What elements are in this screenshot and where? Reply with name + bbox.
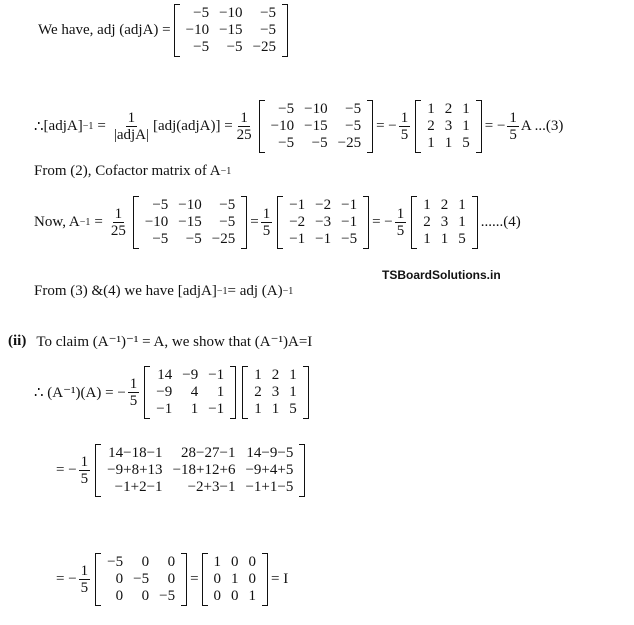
fraction-one-over-5 bbox=[128, 376, 140, 409]
cofactor-text: From (2), Cofactor matrix of A bbox=[34, 163, 221, 179]
frac-num: 1 bbox=[80, 454, 89, 470]
equals-minus: = − bbox=[56, 462, 77, 478]
fraction-one-over-25 bbox=[235, 110, 254, 143]
matrix-cell: 1 bbox=[427, 101, 435, 117]
matrix-cell: −25 bbox=[211, 231, 236, 247]
matrix-cell: 1 bbox=[216, 384, 225, 400]
matrix-cell: −1 bbox=[208, 401, 225, 417]
matrix-cell: −5 bbox=[219, 214, 236, 230]
therefore-symbol: ∴ bbox=[34, 119, 44, 135]
inverse-sup: −1 bbox=[220, 166, 232, 177]
matrix-cell: −10 bbox=[185, 22, 210, 38]
matrix-cell: −25 bbox=[252, 39, 277, 55]
matrix-cell: 0 bbox=[167, 571, 176, 587]
matrix-cell: 1 bbox=[444, 135, 453, 151]
matrix-cell: 1 bbox=[190, 401, 199, 417]
matrix-cell: 1 bbox=[231, 571, 239, 587]
matrix-cell: −5 bbox=[278, 135, 295, 151]
matrix-cell: 1 bbox=[427, 135, 435, 151]
matrix-cell: 14−18−1 bbox=[108, 445, 163, 461]
matrix-expanded bbox=[95, 444, 305, 497]
row1-prefix: We have, adj (adjA) = bbox=[38, 22, 171, 38]
fraction-one-over-5 bbox=[79, 454, 91, 487]
matrix-cell: −5 bbox=[152, 231, 169, 247]
matrix-adj-adj-a-3 bbox=[133, 196, 247, 249]
fraction-one-over-25 bbox=[109, 206, 128, 239]
matrix-cell: 1 bbox=[289, 384, 297, 400]
matrix-cell: 0 bbox=[213, 571, 222, 587]
adj-adj-a-text: [adj(adjA)] = bbox=[152, 118, 233, 134]
matrix-cell: −25 bbox=[337, 135, 362, 151]
matrix-cell: 2 bbox=[444, 101, 453, 117]
frac-den: |adjA| bbox=[113, 127, 149, 143]
matrix-cell: 3 bbox=[440, 214, 449, 230]
matrix-cell: −9 bbox=[182, 367, 199, 383]
matrix-cell: −15 bbox=[304, 118, 328, 134]
matrix-cell: −1 bbox=[289, 197, 306, 213]
part-ii-label: (ii) bbox=[8, 333, 27, 349]
matrix-cell: −5 bbox=[278, 101, 295, 117]
equals-sign-2: = bbox=[250, 214, 259, 230]
frac-num: 1 bbox=[240, 110, 248, 126]
matrix-cell: −9+8+13 bbox=[107, 462, 163, 478]
row-cofactor-text bbox=[34, 163, 231, 180]
fraction-one-over-det-adj-a bbox=[112, 110, 151, 143]
equals-i: = I bbox=[271, 571, 289, 587]
matrix-cell: 14−9−5 bbox=[246, 445, 294, 461]
frac-den: 5 bbox=[80, 580, 89, 596]
matrix-cell: 1 bbox=[423, 197, 431, 213]
matrix-cell: 0 bbox=[141, 554, 150, 570]
matrix-cell: 0 bbox=[231, 588, 239, 604]
matrix-diag-neg5 bbox=[95, 553, 187, 606]
product-prefix: ∴ (A⁻¹)(A) = − bbox=[34, 385, 126, 401]
matrix-cell: −15 bbox=[178, 214, 202, 230]
matrix-adj-adj-a-2 bbox=[259, 100, 373, 153]
matrix-cell: 1 bbox=[254, 367, 262, 383]
matrix-cell: −10 bbox=[304, 101, 328, 117]
equation-3-label: A ...(3) bbox=[520, 118, 564, 134]
equation-4-label: ......(4) bbox=[480, 214, 521, 230]
inverse-sup: −1 bbox=[79, 217, 91, 228]
matrix-cell: 0 bbox=[167, 554, 176, 570]
matrix-cell: −5 bbox=[226, 39, 243, 55]
matrix-cell: −5 bbox=[260, 5, 277, 21]
matrix-cell: −5 bbox=[133, 571, 150, 587]
matrix-cell: −1 bbox=[289, 231, 306, 247]
row-product bbox=[34, 366, 312, 419]
watermark-label: TSBoardSolutions.in bbox=[382, 268, 501, 282]
matrix-cell: 2 bbox=[254, 384, 262, 400]
equals-minus: = − bbox=[376, 118, 397, 134]
frac-den: 5 bbox=[396, 223, 405, 239]
matrix-cell: −5 bbox=[260, 22, 277, 38]
matrix-cell: 1 bbox=[462, 101, 470, 117]
row-conclusion bbox=[34, 283, 293, 300]
matrix-a-2 bbox=[411, 196, 478, 249]
inverse-sup: −1 bbox=[82, 121, 94, 132]
fraction-one-over-5-b bbox=[395, 206, 407, 239]
matrix-cell: −5 bbox=[107, 554, 124, 570]
matrix-cell: −10 bbox=[144, 214, 169, 230]
matrix-cell: −5 bbox=[311, 135, 328, 151]
frac-num: 1 bbox=[509, 110, 517, 126]
matrix-a bbox=[415, 100, 482, 153]
matrix-cell: 3 bbox=[444, 118, 453, 134]
matrix-cell: −2 bbox=[289, 214, 306, 230]
frac-num: 1 bbox=[396, 206, 405, 222]
matrix-cell: 1 bbox=[440, 231, 449, 247]
frac-num: 1 bbox=[80, 563, 89, 579]
matrix-cofactor bbox=[144, 366, 236, 419]
matrix-cell: 3 bbox=[271, 384, 280, 400]
matrix-a-3 bbox=[242, 366, 309, 419]
matrix-cell: −5 bbox=[219, 197, 236, 213]
matrix-cell: −2+3−1 bbox=[187, 479, 236, 495]
matrix-cell: −5 bbox=[345, 118, 362, 134]
equals-sign: = bbox=[97, 118, 106, 134]
matrix-cell: −15 bbox=[219, 22, 243, 38]
matrix-cell: 1 bbox=[289, 367, 297, 383]
matrix-cell: 1 bbox=[423, 231, 431, 247]
matrix-cell: 2 bbox=[423, 214, 431, 230]
frac-num: 1 bbox=[400, 110, 409, 126]
matrix-cell: 14 bbox=[157, 367, 173, 383]
adj-a-bracket: [adjA] bbox=[43, 118, 83, 134]
watermark-text bbox=[382, 268, 501, 282]
matrix-cell: −5 bbox=[152, 197, 169, 213]
matrix-cell: 2 bbox=[427, 118, 435, 134]
matrix-cell: −1+2−1 bbox=[114, 479, 163, 495]
part-ii-text: To claim (A⁻¹)⁻¹ = A, we show that (A⁻¹)A=I bbox=[36, 334, 313, 350]
frac-den: 5 bbox=[400, 127, 409, 143]
matrix-cell: 1 bbox=[213, 554, 222, 570]
matrix-cell: 1 bbox=[458, 197, 466, 213]
inverse-sup-2: −1 bbox=[282, 286, 294, 297]
matrix-neg bbox=[277, 196, 369, 249]
matrix-cell: 0 bbox=[141, 588, 150, 604]
matrix-adj-adj-a bbox=[174, 4, 288, 57]
row-expanded bbox=[56, 444, 308, 497]
conclusion-text-2: = adj (A) bbox=[227, 283, 283, 299]
matrix-cell: 0 bbox=[248, 571, 257, 587]
matrix-cell: 0 bbox=[231, 554, 239, 570]
frac-den: 5 bbox=[509, 127, 517, 143]
matrix-cell: −18+12+6 bbox=[172, 462, 236, 478]
matrix-cell: −10 bbox=[270, 118, 295, 134]
equals-minus: = − bbox=[372, 214, 393, 230]
matrix-cell: 0 bbox=[115, 571, 124, 587]
matrix-cell: 4 bbox=[190, 384, 199, 400]
matrix-cell: 1 bbox=[462, 118, 470, 134]
matrix-cell: −5 bbox=[193, 5, 210, 21]
frac-den: 5 bbox=[129, 393, 138, 409]
matrix-cell: 0 bbox=[115, 588, 124, 604]
matrix-cell: −3 bbox=[315, 214, 332, 230]
row-adj-adj-a bbox=[38, 4, 291, 57]
matrix-cell: −5 bbox=[159, 588, 176, 604]
matrix-cell: −9+4+5 bbox=[245, 462, 294, 478]
equals-sign: = bbox=[94, 214, 103, 230]
matrix-cell: 0 bbox=[213, 588, 222, 604]
frac-num: 1 bbox=[114, 206, 123, 222]
matrix-cell: 1 bbox=[248, 588, 257, 604]
matrix-cell: −1 bbox=[341, 214, 358, 230]
matrix-cell: −5 bbox=[185, 231, 202, 247]
equals-sign: = bbox=[190, 571, 199, 587]
now-a-text: Now, A bbox=[34, 214, 80, 230]
matrix-cell: 2 bbox=[271, 367, 280, 383]
matrix-cell: −10 bbox=[219, 5, 243, 21]
matrix-cell: 1 bbox=[458, 214, 466, 230]
matrix-cell: 0 bbox=[248, 554, 257, 570]
matrix-cell: −1 bbox=[208, 367, 225, 383]
matrix-cell: 5 bbox=[462, 135, 470, 151]
matrix-cell: −10 bbox=[178, 197, 202, 213]
frac-den: 25 bbox=[110, 223, 126, 239]
matrix-cell: −5 bbox=[193, 39, 210, 55]
row-a-inverse bbox=[34, 196, 521, 249]
row-adj-a-inverse bbox=[34, 100, 563, 153]
matrix-cell: 1 bbox=[254, 401, 262, 417]
matrix-cell: −5 bbox=[341, 231, 358, 247]
frac-num: 1 bbox=[262, 206, 271, 222]
frac-num: 1 bbox=[127, 110, 136, 126]
conclusion-text: From (3) &(4) we have [adjA] bbox=[34, 283, 217, 299]
matrix-cell: −9 bbox=[156, 384, 173, 400]
matrix-cell: 5 bbox=[458, 231, 466, 247]
matrix-cell: −1 bbox=[341, 197, 358, 213]
matrix-cell: 5 bbox=[289, 401, 297, 417]
matrix-identity bbox=[202, 553, 269, 606]
row-part-ii bbox=[8, 332, 312, 351]
matrix-cell: 28−27−1 bbox=[181, 445, 236, 461]
equals-minus: = − bbox=[56, 571, 77, 587]
matrix-cell: −1+1−5 bbox=[245, 479, 294, 495]
fraction-one-over-5-b bbox=[507, 110, 519, 143]
frac-den: 25 bbox=[236, 127, 252, 143]
row-identity bbox=[56, 553, 288, 606]
inverse-sup: −1 bbox=[216, 286, 228, 297]
frac-num: 1 bbox=[129, 376, 138, 392]
matrix-cell: 1 bbox=[271, 401, 280, 417]
matrix-cell: 2 bbox=[440, 197, 449, 213]
matrix-cell: −1 bbox=[156, 401, 173, 417]
matrix-cell: −5 bbox=[345, 101, 362, 117]
equals-minus-2: = − bbox=[484, 118, 506, 134]
frac-den: 5 bbox=[80, 471, 89, 487]
matrix-cell: −2 bbox=[315, 197, 332, 213]
fraction-one-over-5 bbox=[261, 206, 273, 239]
matrix-cell: −1 bbox=[315, 231, 332, 247]
frac-den: 5 bbox=[262, 223, 271, 239]
fraction-one-over-5 bbox=[399, 110, 411, 143]
fraction-one-over-5 bbox=[79, 563, 91, 596]
